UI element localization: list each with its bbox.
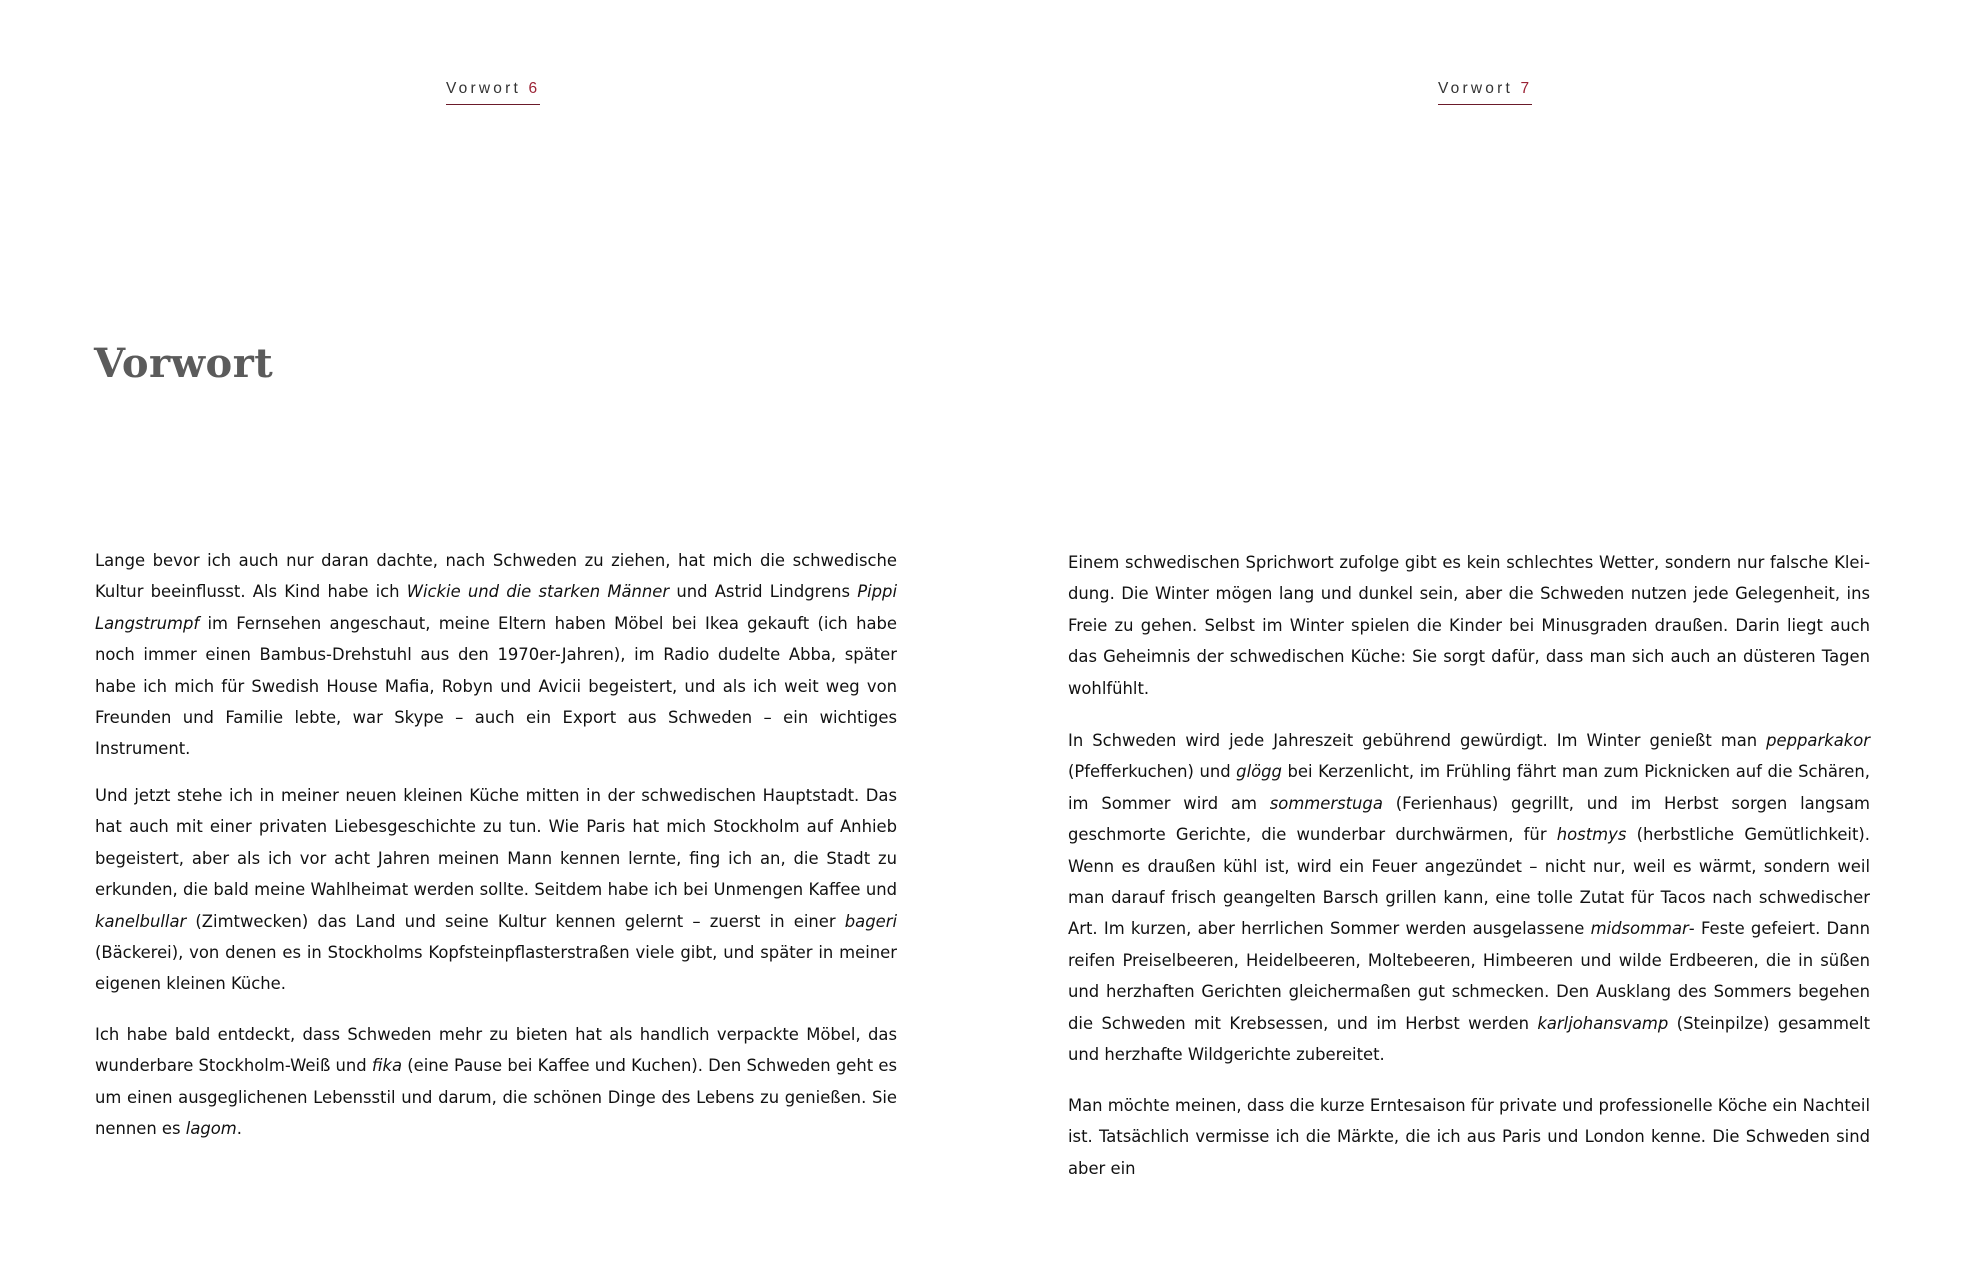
chapter-title: Vorwort [94, 340, 274, 387]
paragraph [95, 780, 897, 1000]
italic-term: lagom [185, 1119, 237, 1139]
running-head-left [446, 80, 540, 105]
paragraph-text: Man möchte meinen, dass die kurze Erntesaison für private und professionelle Köche ein Nachteil ist. Tatsächlich vermisse ich die Märkte, die ich aus Paris und London kenne. Die Schweden sind aber ein [1068, 1096, 1870, 1178]
left-page [0, 0, 983, 1280]
paragraph-text: Einem schwedischen Sprichwort zufolge gibt es kein schlechtes Wetter, sondern nur falsche Kleidung. Die Winter mögen lang und dunkel sein, aber die Schweden nutzen jede Gelegenheit, ins Freie zu gehen. Selbst im Winter spielen die Kinder bei Minusgraden draußen. Darin liegt auch das Geheimnis der schwedischen Küche: Sie sorgt dafür, dass man sich auch an düsteren Tagen wohlfühlt. [1068, 553, 1870, 698]
italic-term: Pippi Langstrumpf [95, 582, 898, 633]
italic-term: sommerstuga [1269, 793, 1383, 813]
italic-term: pepparkakor [1766, 731, 1870, 750]
italic-term: glögg [1236, 762, 1282, 782]
paragraph-text: Lange bevor ich auch nur daran dachte, nach Schweden zu ziehen, hat mich die schwedische Kultur beeinflusst. Als Kind habe ich Wickie und die starken Männer und Astrid Lindgrens Pippi Langstrumpf im Fernsehen angeschaut, meine Eltern haben Möbel bei Ikea gekauft (ich habe noch immer einen Bambus-Drehstuhl aus den 1970er-Jahren), im Radio dudelte Abba, später habe ich mich für Swedish House Mafia, Robyn und Avicii begeistert, und als ich weit weg von Freunden und Familie lebte, war Skype – auch ein Export aus Schweden – ein wichtiges Instrument. [95, 551, 898, 759]
running-head-right [1438, 80, 1532, 105]
paragraph [1068, 1090, 1870, 1184]
right-page [984, 0, 1967, 1280]
paragraph [1068, 725, 1870, 1070]
paragraph [95, 545, 897, 765]
paragraph [1068, 547, 1870, 704]
page-number: 6 [528, 80, 541, 97]
page-number: 7 [1520, 80, 1533, 97]
italic-term: hostmys [1556, 825, 1627, 845]
italic-term: midsommar [1590, 919, 1689, 939]
running-head-label: Vorwort [446, 80, 521, 97]
italic-term: bageri [844, 911, 897, 931]
italic-term: kanelbullar [95, 911, 187, 931]
running-head-label: Vorwort [1438, 80, 1513, 97]
paragraph-text: Und jetzt stehe ich in meiner neuen kleinen Küche mitten in der schwedischen Hauptstadt. Das hat auch mit einer privaten Liebesgeschichte zu tun. Wie Paris hat mich Stockholm auf Anhieb begeistert, aber als ich vor acht Jahren meinen Mann kennen lernte, fing ich an, die Stadt zu erkunden, die bald meine Wahlheimat werden sollte. Seitdem habe ich bei Unmengen Kaffee und kanelbullar (Zimtwecken) das Land und seine Kultur kennen gelernt – zuerst in einer bageri (Bäckerei), von denen es in Stockholms Kopfsteinpflasterstraßen viele gibt, und später in meiner eigenen kleinen Küche. [95, 786, 897, 994]
paragraph-text: In Schweden wird jede Jahreszeit gebührend gewürdigt. Im Winter genießt man pepparkakor (Pfefferkuchen) und glögg bei Kerzenlicht, im Frühling fährt man zum Picknicken auf die Schären, im Sommer wird am sommerstuga (Ferienhaus) gegrillt, und im Herbst sorgen langsam geschmorte Gerichte, die wunderbar durchwärmen, für hostmys (herbstliche Gemütlichkeit). Wenn es draußen kühl ist, wird ein Feuer angezündet – nicht nur, weil es wärmt, sondern weil man darauf frisch geangelten Barsch grillen kann, eine tolle Zutat für Tacos nach schwedischer Art. Im kurzen, aber herrlichen Sommer werden ausgelassene midsommar- Feste gefeiert. Dann reifen Preiselbeeren, Heidelbeeren, Moltebeeren, Himbeeren und wilde Erdbeeren, die in süßen und herzhaften Gerichten gleichermaßen gut schmecken. Den Ausklang des Sommers begehen die Schweden mit Krebsessen, und im Herbst werden karljohansvamp (Steinpilze) gesammelt und herzhafte Wildgerichte zubereitet. [1068, 731, 1871, 1065]
italic-term: karljohansvamp [1537, 1013, 1669, 1033]
paragraph [95, 1019, 897, 1145]
italic-term: Wickie und die starken Männer [406, 582, 670, 602]
italic-term: fika [371, 1056, 403, 1076]
paragraph-text: Ich habe bald entdeckt, dass Schweden mehr zu bieten hat als handlich verpackte Möbel, das wunderbare Stockholm-Weiß und fika (eine Pause bei Kaffee und Kuchen). Den Schweden geht es um einen ausgeglichenen Lebensstil und darum, die schönen Dinge des Lebens zu genießen. Sie nennen es lagom. [95, 1025, 897, 1139]
